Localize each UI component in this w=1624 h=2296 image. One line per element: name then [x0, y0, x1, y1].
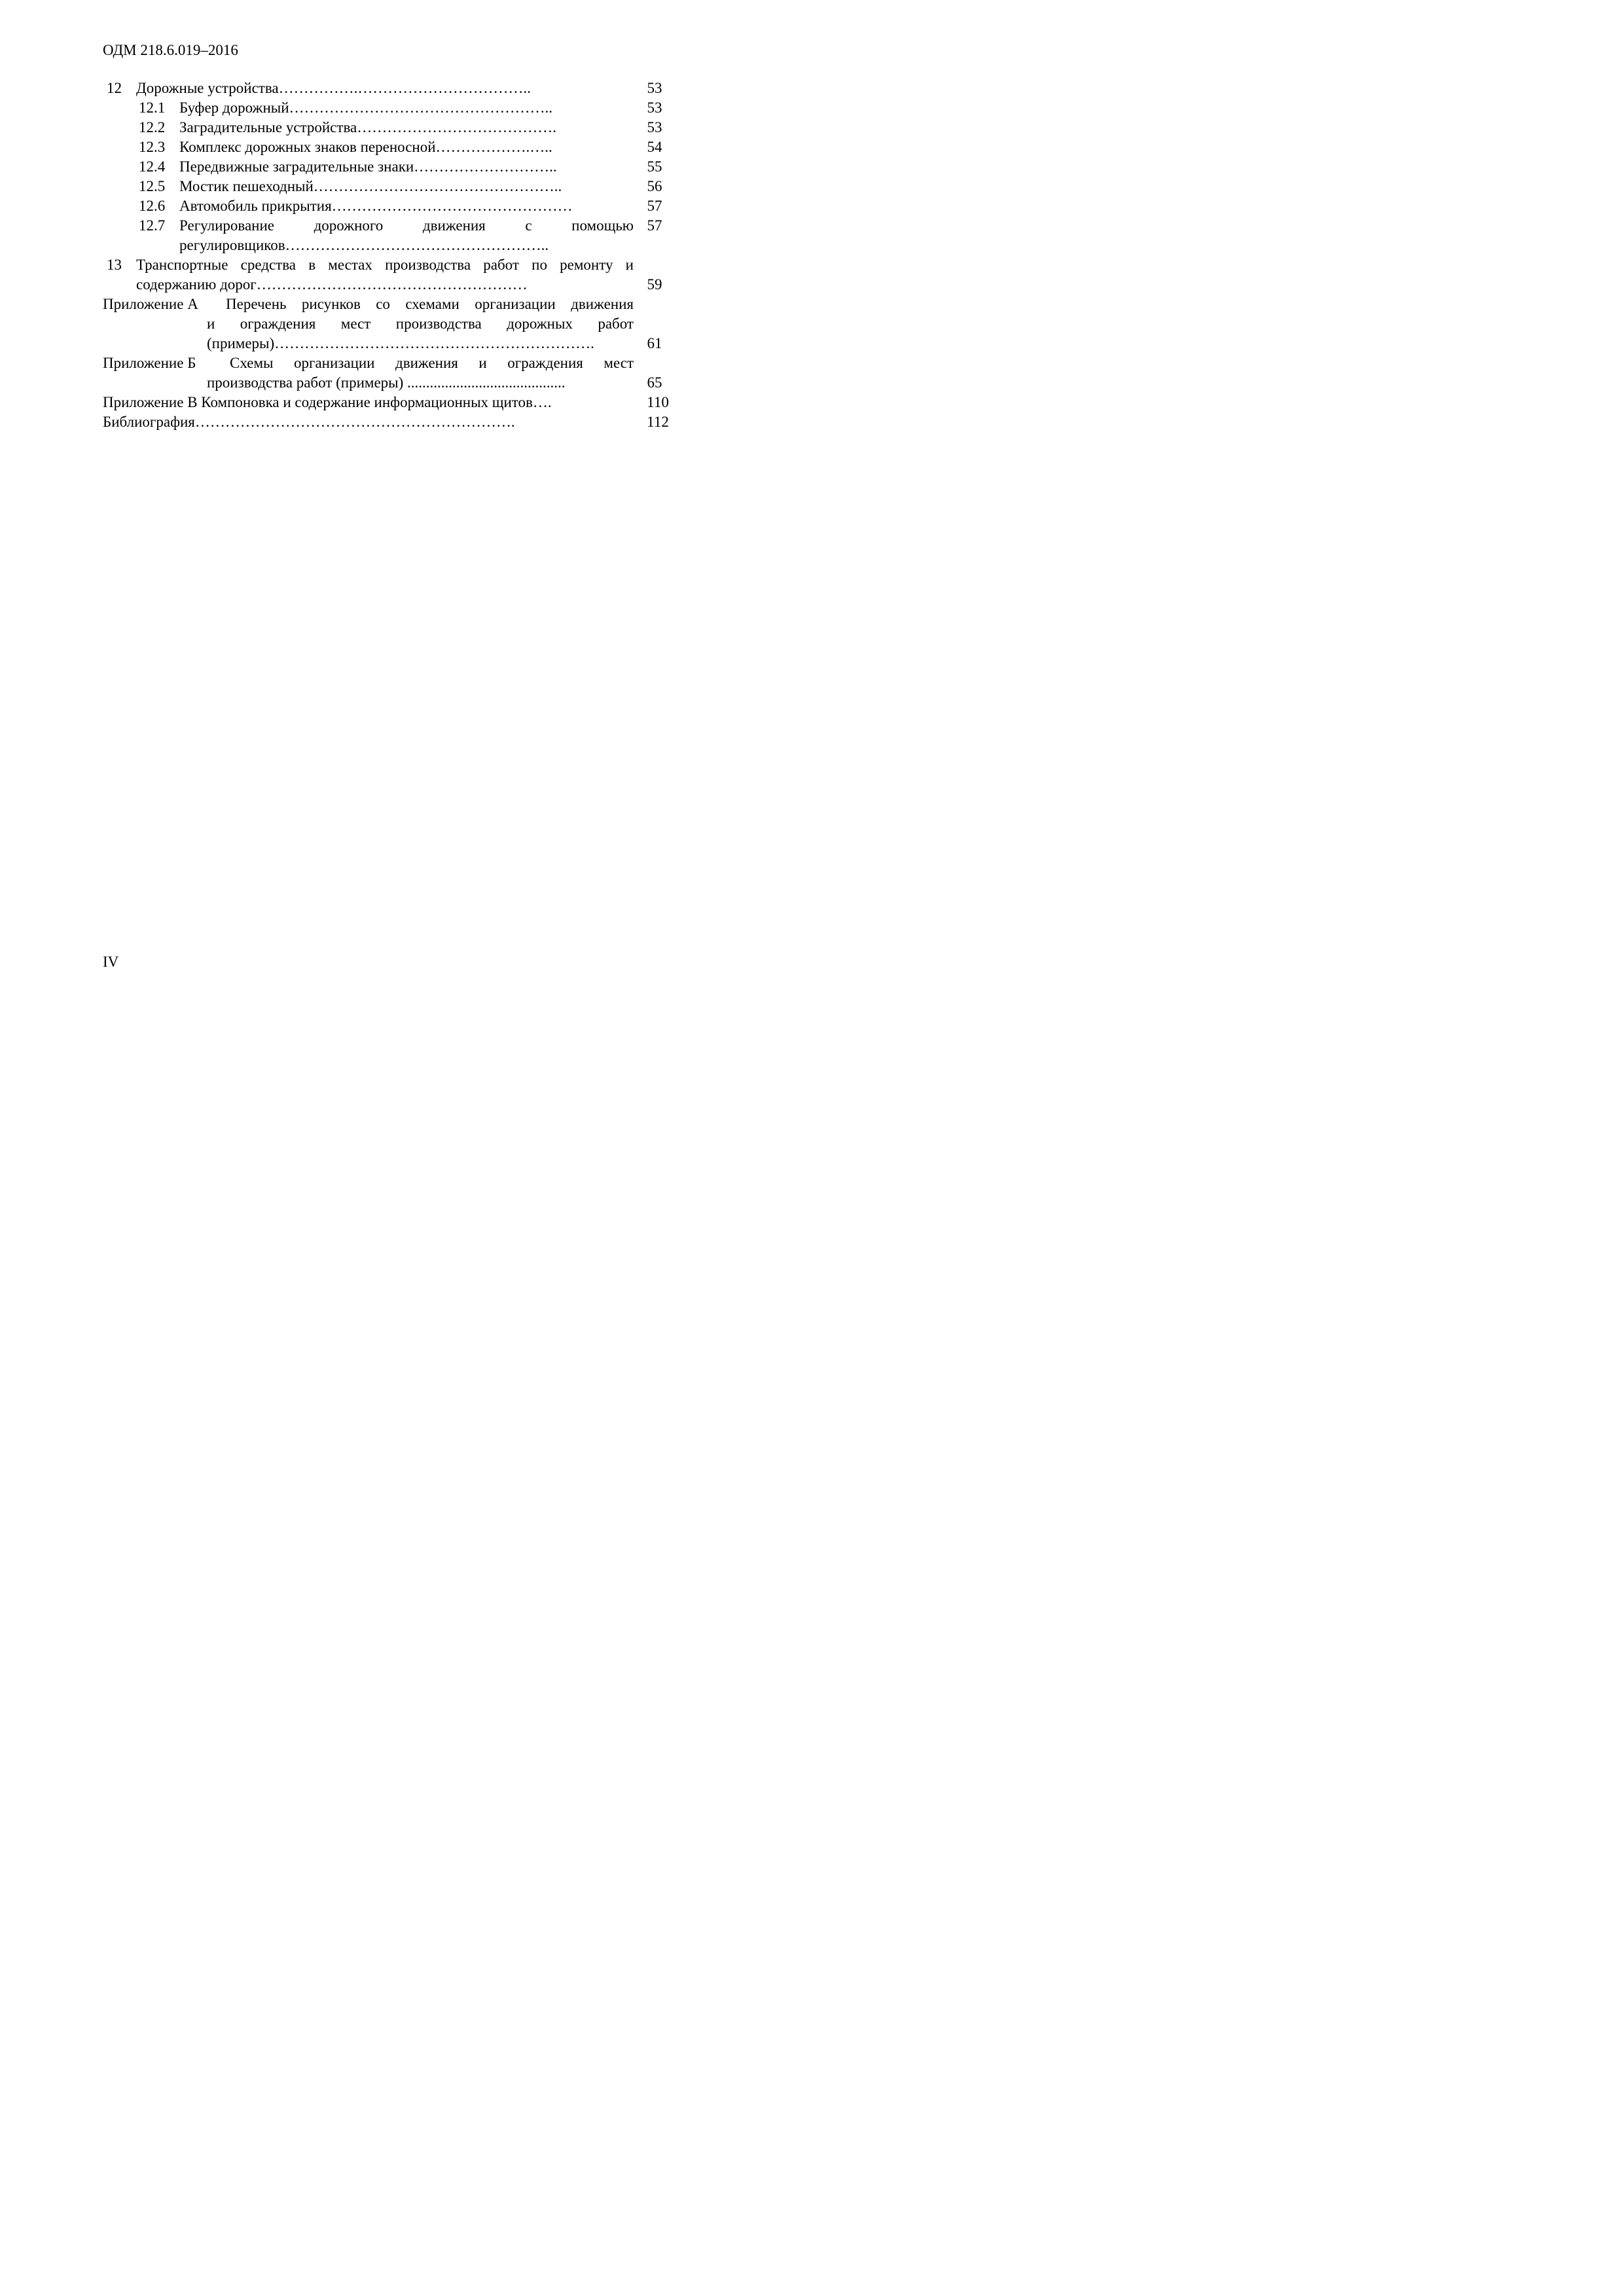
toc-appendix-v	[0, 393, 722, 412]
toc-entry-12-2	[0, 118, 722, 137]
toc-appendix-a-continued-2	[0, 334, 722, 353]
document-page	[0, 0, 722, 1022]
toc-entry-number: 12.1	[139, 99, 166, 116]
toc-bibliography	[0, 412, 722, 432]
toc-entry-title: Автомобиль прикрытия…………………………………………	[179, 198, 573, 214]
toc-entry-number: 12.5	[139, 178, 166, 194]
toc-entry-page: 112	[647, 414, 669, 430]
toc-entry-12	[0, 79, 722, 98]
toc-entry-12-7-continued	[0, 236, 722, 255]
toc-entry-page: 59	[647, 276, 662, 293]
toc-entry-page: 57	[647, 198, 662, 214]
toc-appendix-a	[0, 295, 722, 314]
toc-bibliography-title: Библиография……………………………………………………….	[103, 414, 515, 430]
toc-entry-12-7	[0, 216, 722, 236]
toc-entry-12-1	[0, 98, 722, 118]
toc-entry-title: Мостик пешеходный…………………………………………..	[179, 178, 562, 194]
toc-entry-title: Буфер дорожный……………………………………………..	[179, 99, 553, 116]
toc-entry-number: 12.3	[139, 139, 166, 155]
toc-appendix-title-line-2: и ограждения мест производства дорожных работ	[207, 315, 634, 332]
toc-entry-page: 110	[647, 394, 669, 410]
toc-entry-title-line-1: Транспортные средства в местах производства работ по ремонту и	[136, 257, 634, 273]
toc-entry-title: Дорожные устройства…………….……………………………..	[136, 80, 531, 96]
toc-entry-13	[0, 255, 722, 275]
toc-entry-number: 12.6	[139, 198, 166, 214]
toc-appendix-label: Приложение Б	[103, 355, 196, 371]
document-code-header: ОДМ 218.6.019–2016	[103, 42, 238, 58]
toc-entry-12-5	[0, 177, 722, 196]
toc-entry-number: 12.7	[139, 217, 166, 234]
toc-entry-number: 13	[107, 257, 122, 273]
toc-appendix-title-line-1: Схемы организации движения и ограждения мест	[230, 355, 634, 371]
toc-appendix-title-line-1: Перечень рисунков со схемами организации движения	[226, 296, 634, 312]
toc-entry-page: 54	[647, 139, 662, 155]
toc-entry-13-continued	[0, 275, 722, 295]
toc-entry-title-line-2: регулировщиков……………………………………………..	[179, 237, 549, 253]
toc-appendix-a-continued-1	[0, 314, 722, 334]
toc-appendix-label: Приложение А	[103, 296, 198, 312]
toc-appendix-title-line-3: (примеры)……………………………………………………….	[207, 335, 594, 351]
toc-entry-number: 12.2	[139, 119, 166, 135]
toc-entry-page: 56	[647, 178, 662, 194]
toc-entry-page: 61	[647, 335, 662, 351]
toc-entry-page: 53	[647, 80, 662, 96]
toc-entry-number: 12	[107, 80, 122, 96]
toc-entry-page: 53	[647, 119, 662, 135]
toc-entry-title-line-1: Регулирование дорожного движения с помощью	[179, 217, 634, 234]
toc-appendix-title: Приложение В Компоновка и содержание информационных щитов….	[103, 394, 552, 410]
toc-entry-page: 65	[647, 374, 662, 391]
toc-entry-number: 12.4	[139, 158, 166, 175]
toc-entry-page: 55	[647, 158, 662, 175]
toc-entry-12-4	[0, 157, 722, 177]
toc-entry-page: 53	[647, 99, 662, 116]
toc-appendix-b-continued	[0, 373, 722, 393]
toc-entry-title: Передвижные заградительные знаки………………………..	[179, 158, 557, 175]
toc-entry-page: 57	[647, 217, 662, 234]
toc-entry-12-3	[0, 137, 722, 157]
toc-appendix-title-line-2: производства работ (примеры) ..........................................	[207, 374, 566, 391]
toc-entry-title: Заградительные устройства………………………………….	[179, 119, 556, 135]
toc-entry-title: Комплекс дорожных знаков переносной……………….…..	[179, 139, 552, 155]
toc-appendix-b	[0, 353, 722, 373]
toc-entry-title-line-2: содержанию дорог………………………………………………	[136, 276, 528, 293]
page-number: IV	[103, 954, 119, 970]
toc-entry-12-6	[0, 196, 722, 216]
